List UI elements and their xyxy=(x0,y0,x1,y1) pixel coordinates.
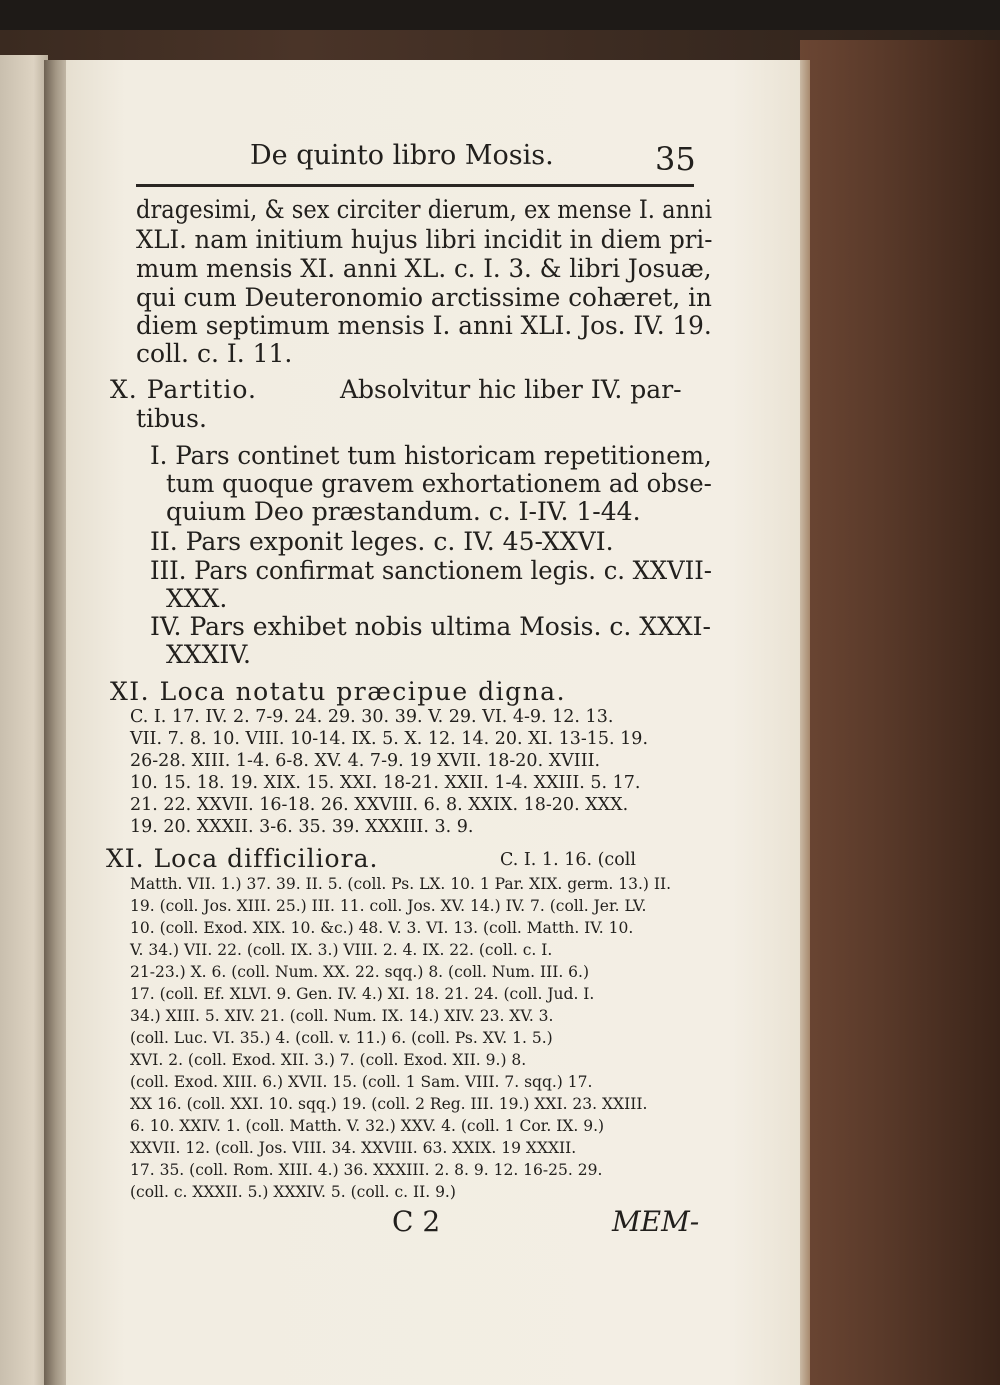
reference-line: (coll. Exod. XIII. 6.) XVII. 15. (coll. 1 Sam. VIII. 7. sqq.) 17. xyxy=(130,1073,593,1091)
reference-line: C. I. 1. 16. (coll xyxy=(500,850,636,870)
body-line: XLI. nam initium hujus libri incidit in diem pri- xyxy=(136,225,713,254)
running-head-title: De quinto libro Mosis. xyxy=(250,140,554,171)
signature-mark: C 2 xyxy=(392,1205,441,1238)
reference-line: 10. 15. 18. 19. XIX. 15. XXI. 18-21. XXII. 1-4. XXIII. 5. 17. xyxy=(130,773,641,793)
partitio-item: XXX. xyxy=(166,584,228,613)
head-rule xyxy=(136,184,694,187)
partitio-item: quium Deo præstandum. c. I-IV. 1-44. xyxy=(166,497,641,526)
partitio-item: I. Pars continet tum historicam repetitionem, xyxy=(150,441,712,470)
reference-line: 10. (coll. Exod. XIX. 10. &c.) 48. V. 3. VI. 13. (coll. Matth. IV. 10. xyxy=(130,919,634,937)
reference-line: V. 34.) VII. 22. (coll. IX. 3.) VIII. 2. 4. IX. 22. (coll. c. I. xyxy=(130,941,553,959)
reference-line: Matth. VII. 1.) 37. 39. II. 5. (coll. Ps. LX. 10. 1 Par. XIX. germ. 13.) II. xyxy=(130,875,672,893)
catchword: MEM- xyxy=(612,1205,700,1238)
partitio-item: III. Pars confirmat sanctionem legis. c. XXVII- xyxy=(150,556,712,585)
reference-line: 19. (coll. Jos. XIII. 25.) III. 11. coll. Jos. XV. 14.) IV. 7. (coll. Jer. LV. xyxy=(130,897,647,915)
reference-line: 21-23.) X. 6. (coll. Num. XX. 22. sqq.) 8. (coll. Num. III. 6.) xyxy=(130,963,590,981)
reference-line: XVI. 2. (coll. Exod. XII. 3.) 7. (coll. Exod. XII. 9.) 8. xyxy=(130,1051,527,1069)
reference-line: XX 16. (coll. XXI. 10. sqq.) 19. (coll. 2 Reg. III. 19.) XXI. 23. XXIII. xyxy=(130,1095,648,1113)
page-number: 35 xyxy=(655,140,696,178)
partitio-item: II. Pars exponit leges. c. IV. 45-XXVI. xyxy=(150,527,614,556)
reference-line: 26-28. XIII. 1-4. 6-8. XV. 4. 7-9. 19 XVII. 18-20. XVIII. xyxy=(130,751,601,771)
partitio-item: tum quoque gravem exhortationem ad obse- xyxy=(166,469,712,498)
reference-line: 19. 20. XXXII. 3-6. 35. 39. XXXIII. 3. 9. xyxy=(130,817,474,837)
reference-line: C. I. 17. IV. 2. 7-9. 24. 29. 30. 39. V. 29. VI. 4-9. 12. 13. xyxy=(130,707,614,727)
partitio-line: tibus. xyxy=(136,404,207,433)
body-line: dragesimi, & sex circiter dierum, ex mense I. anni xyxy=(136,195,712,224)
reference-line: (coll. c. XXXII. 5.) XXXIV. 5. (coll. c. II. 9.) xyxy=(130,1183,456,1201)
section-heading-partitio: X. Partitio. xyxy=(110,375,257,404)
reference-line: 17. (coll. Ef. XLVI. 9. Gen. IV. 4.) XI. 18. 21. 24. (coll. Jud. I. xyxy=(130,985,595,1003)
body-line: qui cum Deuteronomio arctissime cohæret, in xyxy=(136,283,712,312)
reference-line: 6. 10. XXIV. 1. (coll. Matth. V. 32.) XXV. 4. (coll. 1 Cor. IX. 9.) xyxy=(130,1117,605,1135)
body-line: coll. c. I. 11. xyxy=(136,339,293,368)
body-line: diem septimum mensis I. anni XLI. Jos. IV. 19. xyxy=(136,311,712,340)
reference-line: (coll. Luc. VI. 35.) 4. (coll. v. 11.) 6. (coll. Ps. XV. 1. 5.) xyxy=(130,1029,553,1047)
reference-line: XXVII. 12. (coll. Jos. VIII. 34. XXVIII. 63. XXIX. 19 XXXII. xyxy=(130,1139,577,1157)
reference-line: 17. 35. (coll. Rom. XIII. 4.) 36. XXXIII. 2. 8. 9. 12. 16-25. 29. xyxy=(130,1161,603,1179)
reference-line: 21. 22. XXVII. 16-18. 26. XXVIII. 6. 8. XXIX. 18-20. XXX. xyxy=(130,795,629,815)
section-heading-loca-notatu: XI. Loca notatu præcipue digna. xyxy=(110,677,567,706)
body-line: mum mensis XI. anni XL. c. I. 3. & libri Josuæ, xyxy=(136,254,712,283)
partitio-item: XXXIV. xyxy=(166,640,251,669)
partitio-item: IV. Pars exhibet nobis ultima Mosis. c. XXXI- xyxy=(150,612,711,641)
reference-line: 34.) XIII. 5. XIV. 21. (coll. Num. IX. 14.) XIV. 23. XV. 3. xyxy=(130,1007,554,1025)
section-heading-loca-difficiliora: XI. Loca difficiliora. xyxy=(106,844,379,873)
partitio-line: Absolvitur hic liber IV. par- xyxy=(340,375,682,404)
reference-line: VII. 7. 8. 10. VIII. 10-14. IX. 5. X. 12. 14. 20. XI. 13-15. 19. xyxy=(130,729,649,749)
